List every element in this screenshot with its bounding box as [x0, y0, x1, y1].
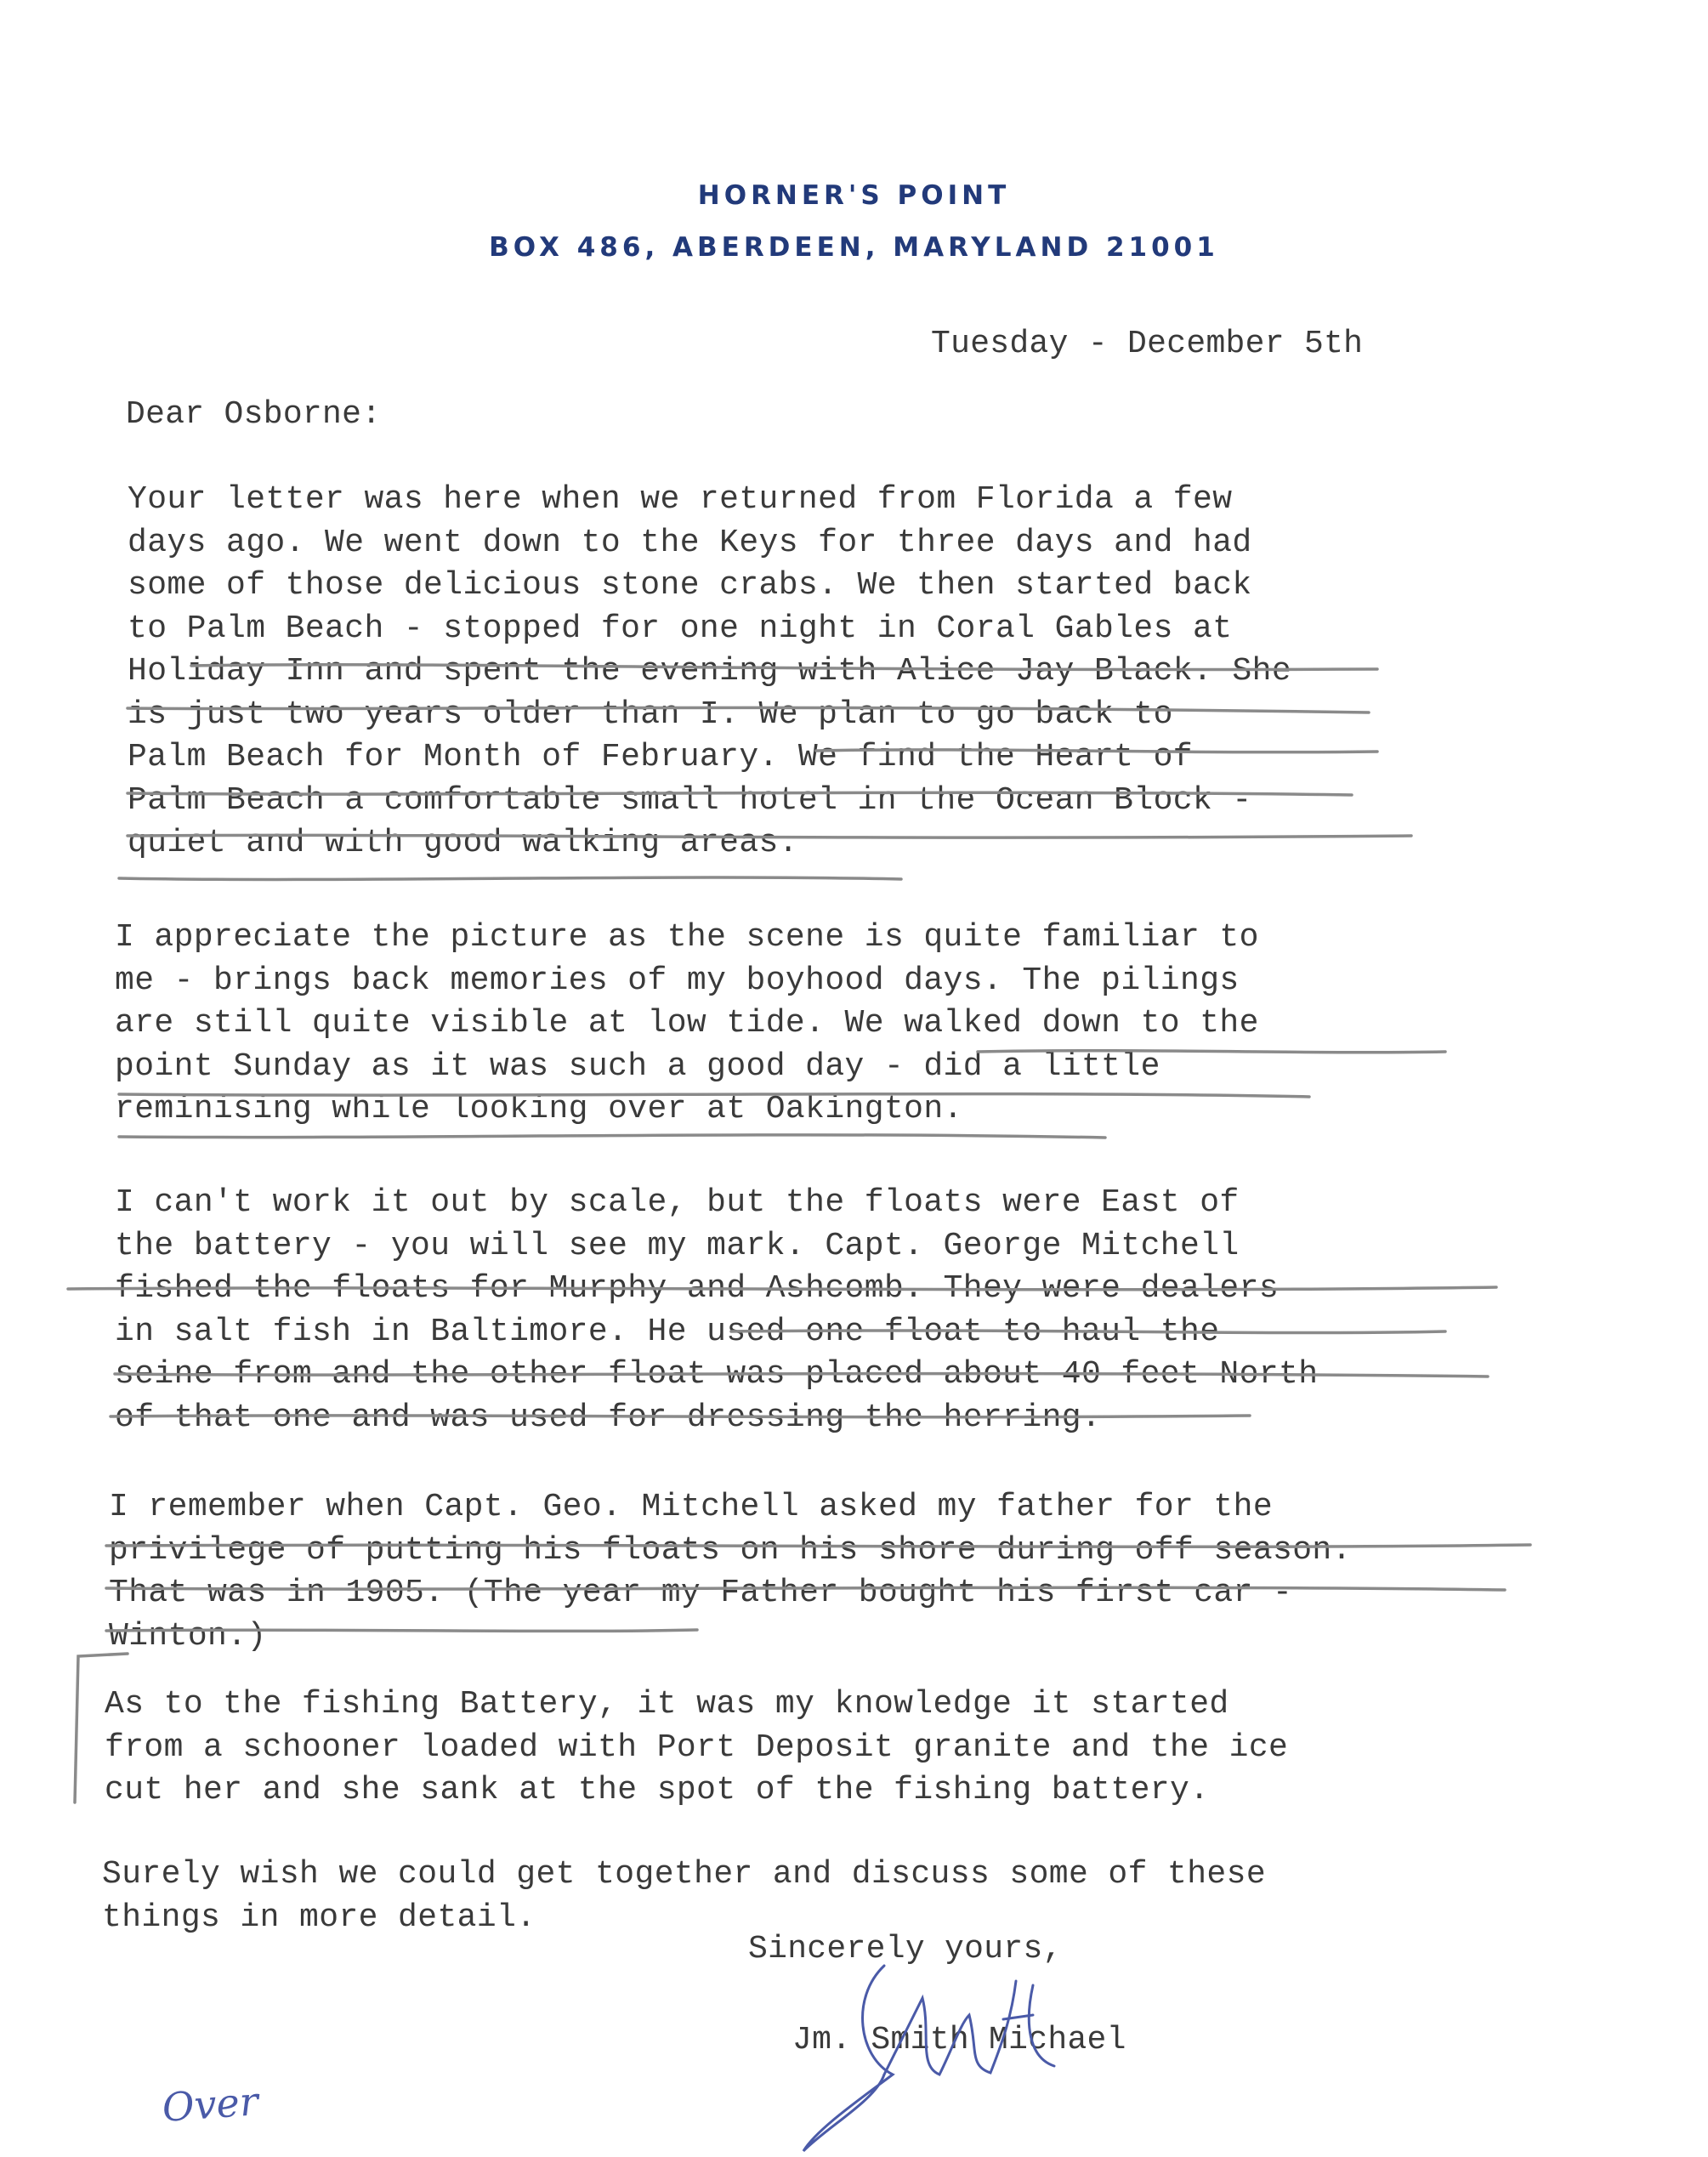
- body-line: the battery - you will see my mark. Capt. George Mitchell: [115, 1227, 1240, 1264]
- body-line: privilege of putting his floats on his shore during off season.: [109, 1531, 1352, 1569]
- paragraph-closing-wish: [102, 1853, 1266, 1939]
- body-line: seine from and the other float was placed about 40 feet North: [115, 1356, 1319, 1393]
- body-line: in salt fish in Baltimore. He used one float to haul the: [115, 1313, 1220, 1350]
- pencil-underline: [119, 1135, 1105, 1138]
- body-line: fished the floats for Murphy and Ashcomb. They were dealers: [115, 1270, 1280, 1307]
- body-line: Palm Beach for Month of February. We find the Heart of: [128, 739, 1193, 775]
- body-line: from a schooner loaded with Port Deposit granite and the ice: [105, 1728, 1289, 1766]
- body-line: That was in 1905. (The year my Father bought his first car -: [109, 1575, 1293, 1611]
- body-line: Winton.): [109, 1617, 267, 1655]
- letter-date: Tuesday - December 5th: [931, 326, 1364, 362]
- body-line: days ago. We went down to the Keys for three days and had: [128, 524, 1252, 561]
- body-line: to Palm Beach - stopped for one night in Coral Gables at: [128, 610, 1233, 647]
- paragraph-floats: [115, 1182, 1318, 1439]
- body-line: Surely wish we could get together and discuss some of these: [102, 1856, 1267, 1893]
- signed-name: Jm. Smith Michael: [792, 2022, 1126, 2058]
- body-line: point Sunday as it was such a good day - did a little: [115, 1047, 1160, 1085]
- body-line: of that one and was used for dressing the herring.: [115, 1399, 1102, 1436]
- over-note: Over: [161, 2078, 260, 2131]
- body-line: me - brings back memories of my boyhood days. The pilings: [115, 962, 1240, 999]
- body-line: I remember when Capt. Geo. Mitchell asked my father for the: [109, 1489, 1274, 1525]
- signature-text: Smith: [0, 0, 3, 1]
- body-line: Holiday Inn and spent the evening with Alice Jay Black. She: [128, 653, 1292, 690]
- closing: Sincerely yours,: [748, 1931, 1063, 1967]
- body-line: things in more detail.: [102, 1899, 536, 1936]
- body-line: Your letter was here when we returned from Florida a few: [128, 481, 1233, 518]
- body-line: are still quite visible at low tide. We walked down to the: [115, 1005, 1259, 1042]
- body-line: Palm Beach a comfortable small hotel in the Ocean Block -: [128, 781, 1252, 819]
- salutation: Dear Osborne:: [126, 396, 382, 433]
- paragraph-picture: [115, 917, 1259, 1132]
- letterhead-address: BOX 486, ABERDEEN, MARYLAND 21001: [489, 232, 1219, 263]
- body-line: I can't work it out by scale, but the floats were East of: [115, 1184, 1240, 1221]
- body-line: cut her and she sank at the spot of the fishing battery.: [105, 1772, 1210, 1808]
- body-line: quiet and with good walking areas.: [128, 825, 798, 861]
- pencil-underline: [119, 877, 901, 879]
- paragraph-florida-trip: [128, 479, 1291, 866]
- body-line: As to the fishing Battery, it was my knowledge it started: [105, 1686, 1229, 1723]
- body-line: I appreciate the picture as the scene is quite familiar to: [115, 919, 1259, 956]
- letterhead-name: HORNER'S POINT: [697, 180, 1011, 211]
- body-line: is just two years older than I. We plan to go back to: [128, 695, 1173, 733]
- body-line: reminising while looking over at Oakington.: [115, 1091, 963, 1127]
- body-line: some of those delicious stone crabs. We then started back: [128, 567, 1252, 604]
- paragraph-fishing-battery: [105, 1683, 1288, 1813]
- paragraph-1905: [109, 1486, 1352, 1658]
